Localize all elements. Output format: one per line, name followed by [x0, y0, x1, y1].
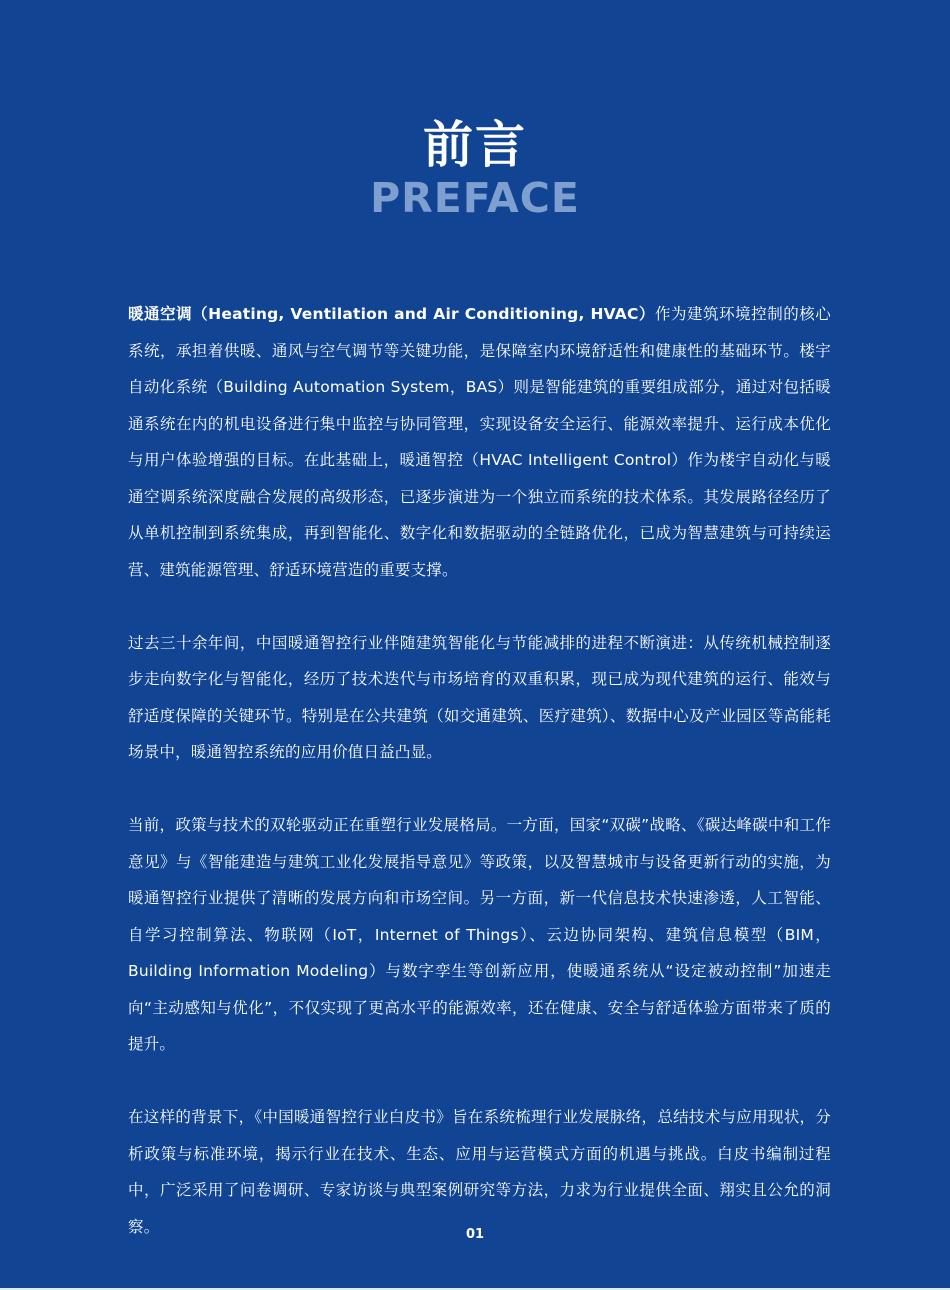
paragraph-2-text: 过去三十余年间，中国暖通智控行业伴随建筑智能化与节能减排的进程不断演进：从传统机械控制逐步走向数字化与智能化，经历了技术迭代与市场培育的双重积累，现已成为现代建筑的运行、能效与舒适度保障的关键环节。特别是在公共建筑（如交通建筑、医疗建筑）、数据中心及产业园区等高能耗场景中，暖通智控系统的应用价值日益凸显。 — [128, 633, 831, 761]
paragraph-3-text: 当前，政策与技术的双轮驱动正在重塑行业发展格局。一方面，国家“双碳”战略、《碳达峰碳中和工作意见》与《智能建造与建筑工业化发展指导意见》等政策，以及智慧城市与设备更新行动的实施，为暖通智控行业提供了清晰的发展方向和市场空间。另一方面，新一代信息技术快速渗透，人工智能、自学习控制算法、物联网（IoT，Internet of Things）、云边协同架构、建筑信息模型（BIM，Building Information Modeling）与数字孪生等创新应用，使暖通系统从“设定被动控制”加速走向“主动感知与优化”，不仅实现了更高水平的能源效率，还在健康、安全与舒适体验方面带来了质的提升。 — [128, 816, 831, 1053]
page-title-chinese: 前言 — [423, 116, 527, 174]
preface-body — [128, 296, 831, 1282]
page-number: 01 — [465, 1227, 485, 1242]
paragraph-4 — [128, 1099, 831, 1245]
paragraph-1-text: 作为建筑环境控制的核心系统，承担着供暖、通风与空气调节等关键功能，是保障室内环境舒适性和健康性的基础环节。楼宇自动化系统（Building Automation System，BAS）则是智能建筑的重要组成部分，通过对包括暖通系统在内的机电设备进行集中监控与协同管理，实现设备安全运行、能源效率提升、运行成本优化与用户体验增强的目标。在此基础上，暖通智控（HVAC Intelligent Control）作为楼宇自动化与暖通空调系统深度融合发展的高级形态，已逐步演进为一个独立而系统的技术体系。其发展路径经历了从单机控制到系统集成，再到智能化、数字化和数据驱动的全链路优化，已成为智慧建筑与可持续运营、建筑能源管理、舒适环境营造的重要支撑。 — [128, 305, 831, 579]
paragraph-1-lead: 暖通空调（Heating, Ventilation and Air Conditioning, HVAC） — [128, 305, 655, 323]
paragraph-2 — [128, 625, 831, 771]
page-title-english: PREFACE — [370, 174, 580, 222]
paragraph-3 — [128, 807, 831, 1063]
paragraph-4-text: 在这样的背景下，《中国暖通智控行业白皮书》旨在系统梳理行业发展脉络，总结技术与应用现状，分析政策与标准环境，揭示行业在技术、生态、应用与运营模式方面的机遇与挑战。白皮书编制过程中，广泛采用了问卷调研、专家访谈与典型案例研究等方法，力求为行业提供全面、翔实且公允的洞察。 — [128, 1108, 831, 1236]
paragraph-1 — [128, 296, 831, 588]
